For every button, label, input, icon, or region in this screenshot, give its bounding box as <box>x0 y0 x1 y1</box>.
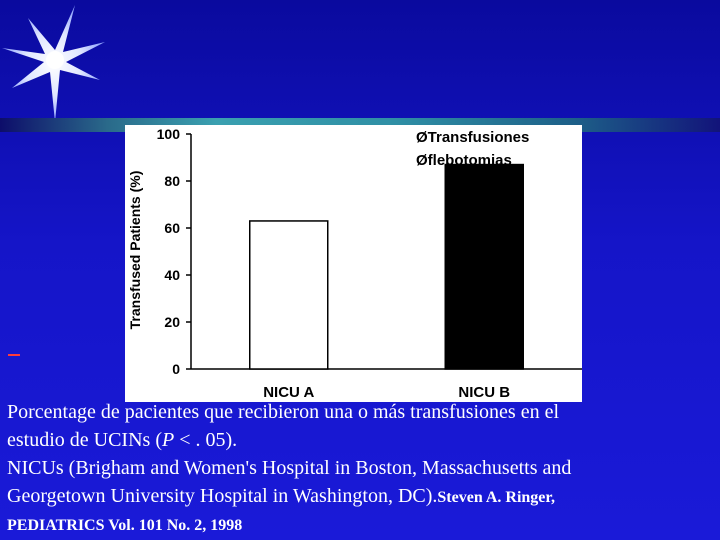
bar-nicu-a <box>250 221 328 369</box>
caption-author: Steven A. Ringer, <box>437 489 556 506</box>
caption-line-1: Porcentage de pacientes que recibieron una o más transfusiones en el <box>7 401 560 423</box>
legend-entry-flebotomias: Øflebotomias <box>416 152 512 169</box>
x-tick-label: NICU B <box>458 384 511 401</box>
caption-line-3: NICUs (Brigham and Women's Hospital in Boston, Massachusetts and <box>7 457 572 479</box>
bars <box>250 165 524 369</box>
caption-line-2c: < . 05). <box>174 429 238 451</box>
caption-line-4a: Georgetown University Hospital in Washington, DC). <box>7 485 438 507</box>
caption-citation: PEDIATRICS Vol. 101 No. 2, 1998 <box>7 517 243 534</box>
y-tick-label: 60 <box>164 220 180 236</box>
y-tick-label: 20 <box>164 314 180 330</box>
caption-line-2a: estudio de UCINs ( <box>7 429 162 451</box>
y-tick-label: 80 <box>164 173 180 189</box>
caption-p-value: P <box>161 429 175 451</box>
caption <box>7 398 713 540</box>
bullet-dash <box>8 354 20 356</box>
legend-entry-transfusiones: ØTransfusiones <box>416 129 530 146</box>
bar-chart <box>125 125 582 402</box>
x-tick-label: NICU A <box>263 384 315 401</box>
legend <box>416 129 529 169</box>
starburst-icon <box>0 0 110 125</box>
caption-line-2 <box>7 426 713 454</box>
y-axis-label: Transfused Patients (%) <box>127 170 143 330</box>
y-tick-label: 40 <box>164 267 180 283</box>
y-tick-label: 0 <box>172 361 180 377</box>
caption-line-4 <box>7 482 713 512</box>
bar-nicu-b <box>445 165 523 369</box>
y-tick-label: 100 <box>156 126 180 142</box>
